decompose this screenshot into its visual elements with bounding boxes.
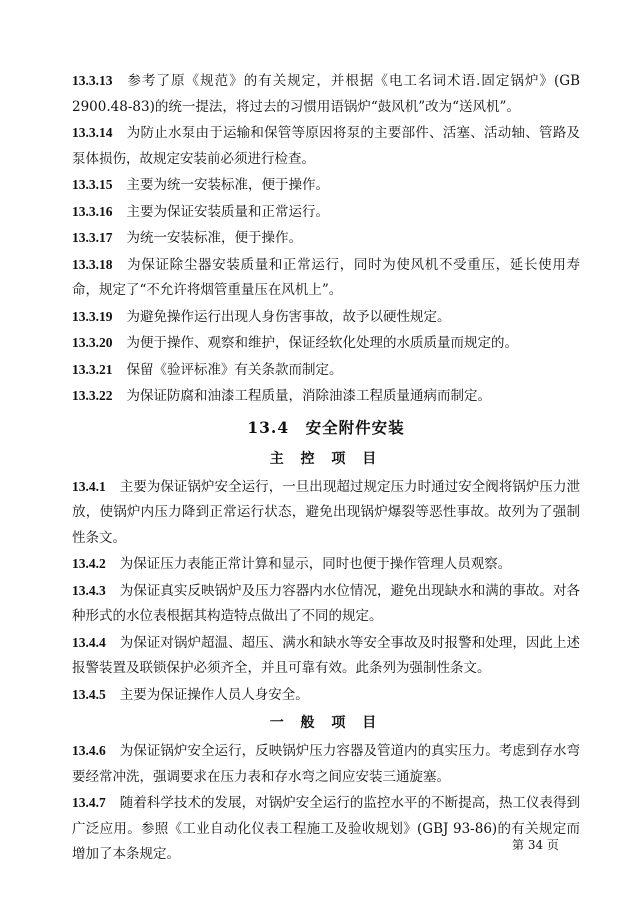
clauses-13-3 [72, 68, 580, 410]
clause-paragraph [72, 330, 580, 357]
clause-text: 为保证除尘器安装质量和正常运行，同时为使风机不受重压，延长使用寿命，规定了“不允许将烟管重量压在风机上”。 [72, 256, 580, 298]
clause-paragraph [72, 304, 580, 331]
clause-number: 13.3.13 [72, 73, 113, 88]
clauses-13-4-main [72, 474, 580, 709]
clause-text: 主要为保证安装质量和正常运行。 [126, 203, 329, 220]
clause-paragraph [72, 790, 580, 868]
clause-paragraph [72, 474, 580, 552]
clause-text: 为避免操作运行出现人身伤害事故，故予以硬性规定。 [126, 308, 451, 325]
clause-text: 保留《验评标准》有关条款而制定。 [126, 361, 343, 378]
clause-number: 13.4.1 [72, 478, 106, 494]
clause-number: 13.4.4 [72, 634, 106, 650]
clause-number: 13.4.2 [72, 556, 106, 571]
clause-number: 13.3.14 [72, 125, 113, 140]
clause-paragraph [72, 630, 580, 682]
general-items-heading: 一 般 项 目 [269, 715, 383, 731]
clause-text: 为保证真实反映锅炉及压力容器内水位情况，避免出现缺水和满的事故。对各种形式的水位表根据其构造特点做出了不同的规定。 [72, 582, 580, 624]
section-title: 13.4 安全附件安装 [247, 417, 405, 437]
clause-number: 13.4.6 [72, 743, 106, 758]
clause-number: 13.3.21 [72, 361, 113, 377]
clause-text: 为统一安装标准，便于操作。 [126, 230, 302, 246]
clause-number: 13.3.22 [72, 388, 113, 403]
clause-text: 随着科学技术的发展，对锅炉安全运行的监控水平的不断提高，热工仪表得到广泛应用。参照《工业自动化仪表工程施工及验收规划》(GBJ 93-86)的有关规定而增加了本条规定。 [72, 795, 580, 862]
clause-paragraph [72, 252, 580, 304]
clause-text: 为保证对锅炉超温、超压、满水和缺水等安全事故及时报警和处理，因此上述报警装置及联锁保护必须齐全，并且可靠有效。此条列为强制性条文。 [72, 634, 580, 676]
clause-number: 13.3.17 [72, 230, 113, 245]
main-items-heading: 主 控 项 目 [269, 450, 383, 467]
clause-text: 主要为保证锅炉安全运行，一旦出现超过规定压力时通过安全阀将锅炉压力泄放，使锅炉内压力降到正常运行状态，避免出现锅炉爆裂等恶性事故。故列为了强制性条文。 [72, 478, 580, 546]
clause-text: 为防止水泵由于运输和保管等原因将泵的主要部件、活塞、活动轴、管路及泵体损伤，故规定安装前必须进行检查。 [72, 125, 580, 167]
clause-text: 为保证压力表能正常计算和显示，同时也便于操作管理人员观察。 [119, 556, 512, 572]
clause-paragraph [72, 68, 580, 120]
clause-text: 为保证锅炉安全运行，反映锅炉压力容器及管道内的真实压力。考虑到存水弯要经常冲洗，强调要求在压力表和存水弯之间应安装三通旋塞。 [72, 743, 580, 785]
clause-number: 13.3.15 [72, 177, 113, 192]
page-number: 第 34 页 [512, 838, 559, 852]
clause-paragraph [72, 551, 580, 578]
clause-paragraph [72, 225, 580, 252]
clause-paragraph [72, 682, 580, 709]
clause-paragraph [72, 357, 580, 384]
clause-text: 参考了原《规范》的有关规定，并根据《电工名词术语.固定锅炉》(GB 2900.48-83)的统一提法，将过去的习惯用语锅炉“鼓风机”改为“送风机”。 [72, 73, 580, 115]
clause-paragraph [72, 120, 580, 172]
clause-number: 13.3.18 [72, 256, 113, 272]
clause-text: 为便于操作、观察和维护，保证经软化处理的水质质量而规定的。 [126, 335, 518, 351]
clause-text: 主要为统一安装标准，便于操作。 [126, 177, 329, 193]
clause-paragraph [72, 738, 580, 790]
clause-number: 13.4.5 [72, 686, 106, 702]
document-body [72, 68, 580, 868]
clause-number: 13.4.3 [72, 582, 106, 598]
clause-paragraph [72, 199, 580, 226]
clause-number: 13.3.19 [72, 308, 113, 324]
clause-paragraph [72, 383, 580, 410]
clause-number: 13.3.16 [72, 203, 113, 219]
clause-number: 13.3.20 [72, 335, 113, 350]
clauses-13-4-general [72, 738, 580, 868]
clause-number: 13.4.7 [72, 795, 106, 810]
clause-text: 为保证防腐和油漆工程质量，消除油漆工程质量通病而制定。 [126, 388, 491, 404]
clause-text: 主要为保证操作人员人身安全。 [119, 686, 309, 703]
clause-paragraph [72, 578, 580, 630]
clause-paragraph [72, 172, 580, 199]
